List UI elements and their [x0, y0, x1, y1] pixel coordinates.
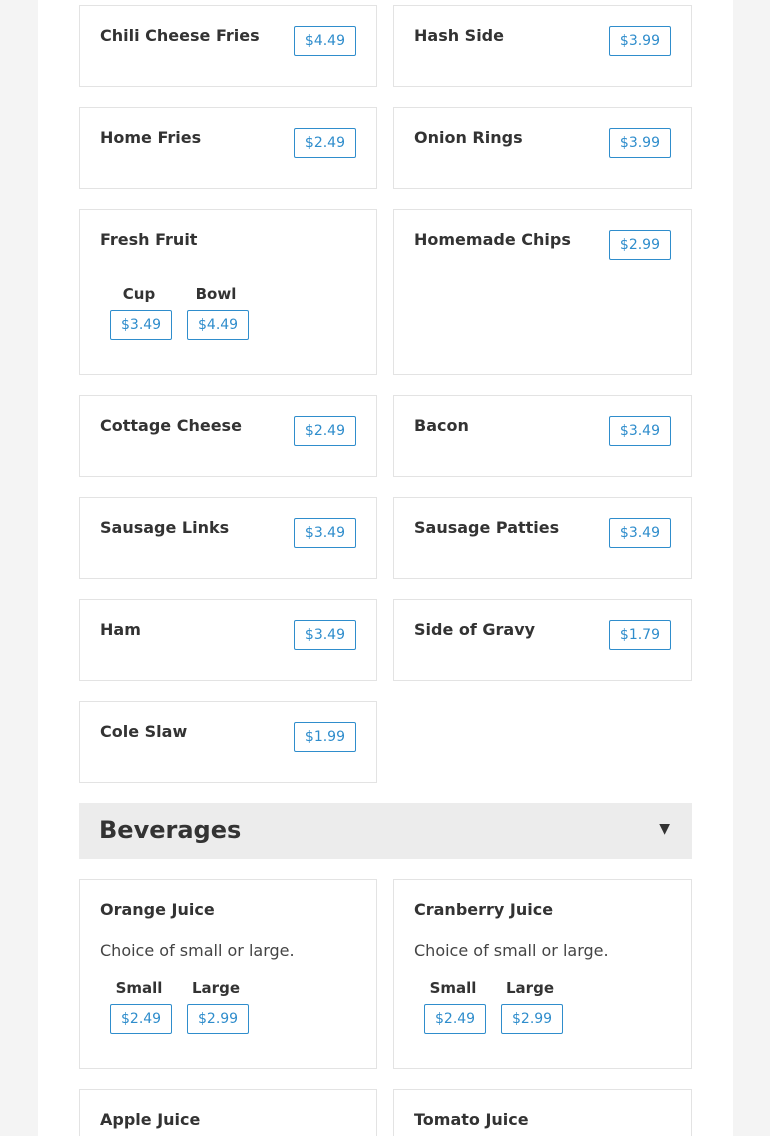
menu-item-cottage-cheese[interactable] — [79, 395, 377, 477]
menu-item-bacon[interactable] — [393, 395, 692, 477]
item-name: Fresh Fruit — [100, 230, 198, 249]
option-price-button[interactable]: $4.49 — [187, 310, 249, 340]
item-name: Onion Rings — [414, 128, 523, 147]
item-name: Sausage Links — [100, 518, 230, 537]
option-label: Large — [192, 979, 240, 997]
option-price-button[interactable]: $2.99 — [501, 1004, 563, 1034]
item-name: Cole Slaw — [100, 722, 188, 741]
item-name: Sausage Patties — [414, 518, 560, 537]
item-name: Home Fries — [100, 128, 202, 147]
item-name: Hash Side — [414, 26, 504, 45]
item-price-button[interactable]: $2.49 — [294, 128, 356, 158]
chevron-down-icon[interactable]: ▼ — [659, 821, 670, 837]
size-option-small — [424, 976, 482, 1034]
item-price-button[interactable]: $4.49 — [294, 26, 356, 56]
item-price-button[interactable]: $3.99 — [609, 26, 671, 56]
option-price-button[interactable]: $2.49 — [424, 1004, 486, 1034]
menu-item-ham[interactable] — [79, 599, 377, 681]
item-description: Choice of small or large. — [100, 941, 295, 960]
menu-item-tomato-juice[interactable] — [393, 1089, 692, 1136]
item-name: Orange Juice — [100, 900, 215, 919]
menu-item-side-of-gravy[interactable] — [393, 599, 692, 681]
item-name: Side of Gravy — [414, 620, 536, 639]
option-label: Small — [429, 979, 477, 997]
menu-item-sausage-patties[interactable] — [393, 497, 692, 579]
menu-page — [38, 0, 733, 1136]
item-name: Bacon — [414, 416, 469, 435]
size-option-small — [110, 976, 168, 1034]
item-price-button[interactable]: $3.49 — [609, 416, 671, 446]
menu-item-chili-cheese-fries[interactable] — [79, 5, 377, 87]
item-price-button[interactable]: $3.49 — [609, 518, 671, 548]
menu-item-apple-juice[interactable] — [79, 1089, 377, 1136]
item-name: Tomato Juice — [414, 1110, 529, 1129]
size-option-large — [187, 976, 245, 1034]
option-label: Bowl — [195, 285, 237, 303]
item-name: Apple Juice — [100, 1110, 201, 1129]
item-price-button[interactable]: $2.49 — [294, 416, 356, 446]
menu-item-cole-slaw[interactable] — [79, 701, 377, 783]
item-price-button[interactable]: $3.99 — [609, 128, 671, 158]
item-price-button[interactable]: $3.49 — [294, 620, 356, 650]
option-label: Cup — [122, 285, 156, 303]
size-option-cup — [110, 282, 168, 340]
size-option-bowl — [187, 282, 245, 340]
item-name: Chili Cheese Fries — [100, 26, 260, 45]
item-price-button[interactable]: $3.49 — [294, 518, 356, 548]
menu-item-sausage-links[interactable] — [79, 497, 377, 579]
option-label: Small — [115, 979, 163, 997]
option-price-button[interactable]: $3.49 — [110, 310, 172, 340]
section-title: Beverages — [99, 816, 242, 844]
item-name: Homemade Chips — [414, 230, 571, 249]
menu-item-home-fries[interactable] — [79, 107, 377, 189]
menu-item-fresh-fruit[interactable] — [79, 209, 377, 375]
menu-item-cranberry-juice[interactable] — [393, 879, 692, 1069]
item-price-button[interactable]: $1.79 — [609, 620, 671, 650]
size-option-large — [501, 976, 559, 1034]
item-price-button[interactable]: $2.99 — [609, 230, 671, 260]
menu-item-homemade-chips[interactable] — [393, 209, 692, 375]
menu-item-onion-rings[interactable] — [393, 107, 692, 189]
section-header-beverages[interactable] — [79, 803, 692, 859]
menu-item-hash-side[interactable] — [393, 5, 692, 87]
option-price-button[interactable]: $2.49 — [110, 1004, 172, 1034]
item-price-button[interactable]: $1.99 — [294, 722, 356, 752]
item-name: Cottage Cheese — [100, 416, 242, 435]
item-description: Choice of small or large. — [414, 941, 609, 960]
option-price-button[interactable]: $2.99 — [187, 1004, 249, 1034]
option-label: Large — [506, 979, 554, 997]
menu-item-orange-juice[interactable] — [79, 879, 377, 1069]
item-name: Ham — [100, 620, 141, 639]
item-name: Cranberry Juice — [414, 900, 554, 919]
